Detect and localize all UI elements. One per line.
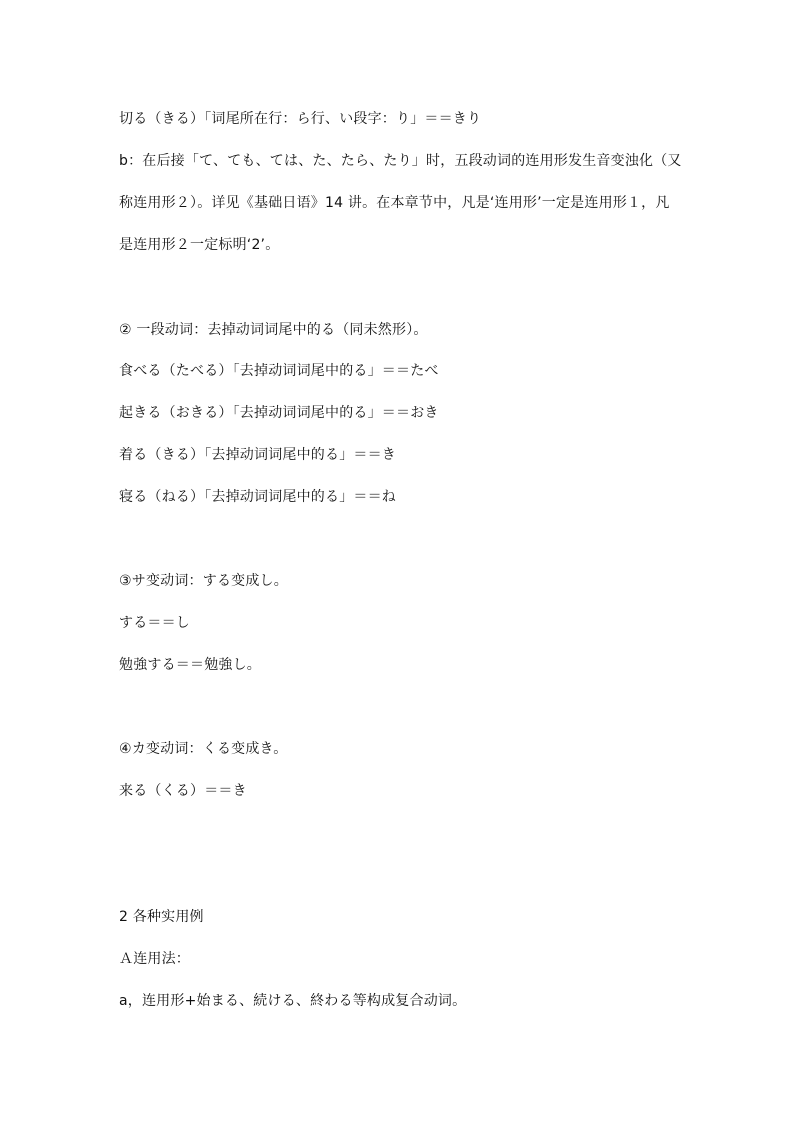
text-line: 切る（きる）「词尾所在行：ら行、い段字：り」＝＝きり (119, 111, 482, 127)
text-line: する＝＝し (119, 615, 190, 631)
text-line: 来る（くる）＝＝き (119, 783, 247, 799)
section-heading: ④カ变动词：くる变成き。 (119, 741, 288, 757)
text-line: 食べる（たべる）「去掉动词词尾中的る」＝＝たべ (119, 363, 439, 379)
section-heading: ③サ变动词：する变成し。 (119, 573, 288, 589)
text-line: 起きる（おきる）「去掉动词词尾中的る」＝＝おき (119, 405, 439, 421)
text-line: 称连用形２）。详见《基础日语》14 讲。在本章节中，凡是‘连用形’一定是连用形１，凡 (119, 195, 670, 211)
text-line: 是连用形２一定标明‘2’。 (119, 237, 280, 253)
text-line: 勉強する＝＝勉強し。 (119, 657, 261, 673)
text-line: b：在后接「て、ても、ては、た、たら、たり」时，五段动词的连用形发生音变浊化（又 (119, 153, 682, 169)
section-heading: 2 各种实用例 (119, 909, 204, 925)
section-heading: ② 一段动词：去掉动词词尾中的る（同未然形）。 (119, 322, 428, 338)
text-line: a，连用形+始まる、続ける、終わる等构成复合动词。 (119, 993, 467, 1009)
subsection-heading: Ａ连用法： (119, 951, 190, 967)
text-line: 着る（きる）「去掉动词词尾中的る」＝＝き (119, 447, 396, 463)
text-line: 寝る（ねる）「去掉动词词尾中的る」＝＝ね (119, 489, 396, 505)
